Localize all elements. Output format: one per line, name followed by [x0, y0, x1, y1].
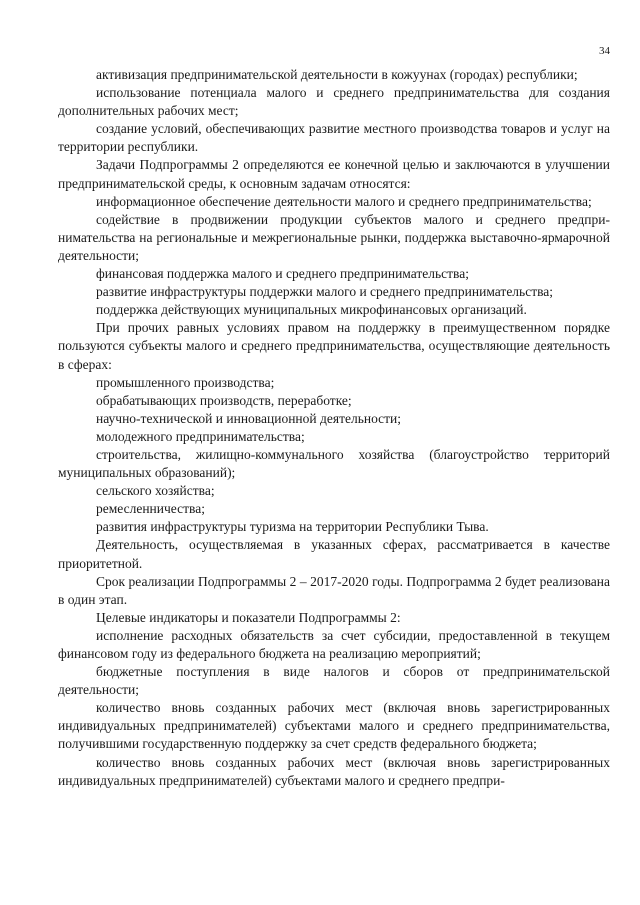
paragraph: активизация предпринимательской деятельности в кожуунах (городах) республики;: [96, 67, 578, 82]
paragraph: строительства, жилищно-коммунального хозяйства (благоустройство территорий муниципальных образований);: [58, 446, 610, 481]
paragraph: Задачи Подпрограммы 2 определяются ее конечной целью и заключаются в улучшении предпринимательской среды, к основным задачам относятся:: [58, 157, 610, 191]
paragraph: развитие инфраструктуры поддержки малого и среднего предпринимательства;: [96, 284, 554, 300]
paragraph: информационное обеспечение деятельности малого и среднего предпринимательства;: [96, 193, 592, 209]
paragraph: промышленного производства;: [96, 374, 275, 390]
paragraph: поддержка действующих муниципальных микрофинансовых организаций.: [96, 302, 527, 318]
body-text: [58, 66, 610, 790]
paragraph: содействие в продвижении продукции субъектов малого и среднего предпринимательства на региональные и межрегиональные рынки, поддержка выставочно-ярмарочной деятельности;: [58, 211, 610, 263]
page-number: 34: [599, 45, 610, 57]
paragraph: При прочих равных условиях правом на поддержку в преимущественном порядке пользуются субъекты малого и среднего предпринимательства, осуществляющие деятельность в сферах:: [58, 320, 610, 372]
paragraph: сельского хозяйства;: [96, 483, 215, 499]
paragraph: Деятельность, осуществляемая в указанных сферах, рассматривается в качестве приоритетной.: [58, 537, 610, 571]
paragraph: научно-технической и инновационной деятельности;: [96, 410, 402, 426]
paragraph: количество вновь созданных рабочих мест (включая вновь зарегистрированных индивидуальных предпринимателей) субъектами малого и среднего предпри-: [58, 754, 610, 788]
paragraph: молодежного предпринимательства;: [96, 428, 305, 444]
paragraph: Целевые индикаторы и показатели Подпрограммы 2:: [96, 609, 401, 625]
paragraph: развития инфраструктуры туризма на территории Республики Тыва.: [96, 519, 489, 535]
paragraph: использование потенциала малого и среднего предпринимательства для создания дополнительных рабочих мест;: [58, 85, 610, 119]
paragraph: количество вновь созданных рабочих мест (включая вновь зарегистрированных индивидуальных предпринимателей) субъектами малого и среднего предпринимательства, получившими государственную поддержку за счет средств федерального бюджета;: [58, 700, 610, 752]
paragraph: исполнение расходных обязательств за счет субсидии, предоставленной в текущем финансовом году из федерального бюджета на реализацию мероприятий;: [58, 627, 610, 661]
paragraph: бюджетные поступления в виде налогов и сборов от предпринимательской деятельности;: [58, 664, 610, 698]
paragraph: Срок реализации Подпрограммы 2 – 2017-2020 годы. Подпрограмма 2 будет реализована в один этап.: [58, 573, 610, 607]
paragraph: ремесленничества;: [96, 501, 205, 517]
paragraph: создание условий, обеспечивающих развитие местного производства товаров и услуг на территории республики.: [58, 121, 610, 155]
paragraph: финансовая поддержка малого и среднего предпринимательства;: [96, 266, 469, 282]
paragraph: обрабатывающих производств, переработке;: [96, 392, 352, 408]
